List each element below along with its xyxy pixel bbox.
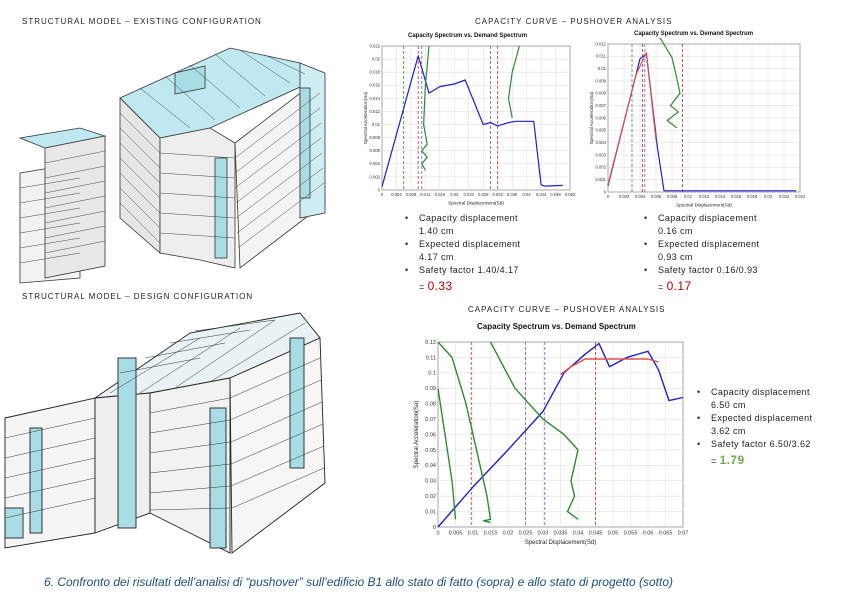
bullet-icon: • xyxy=(405,239,409,249)
y-tick-label: 0.03 xyxy=(425,478,436,485)
x-tick-label: 0.032 xyxy=(492,192,503,198)
safety-eq: = xyxy=(658,282,667,292)
y-tick-label: 0.009 xyxy=(595,78,606,84)
safety-result xyxy=(405,280,520,294)
x-tick-label: 0.02 xyxy=(763,194,773,200)
expected-label: Expected displacement xyxy=(419,239,521,249)
x-tick-label: 0.048 xyxy=(550,192,561,198)
x-tick-label: 0.03 xyxy=(537,530,549,537)
y-tick-label: 0.002 xyxy=(595,164,606,170)
capacity-label: Capacity displacement xyxy=(711,387,810,397)
x-tick-label: 0.045 xyxy=(588,530,603,537)
existing-curve-heading: CAPACITY CURVE – PUSHOVER ANALYSIS xyxy=(475,17,673,26)
safety-eq: = xyxy=(711,456,720,466)
y-tick-label: 0.004 xyxy=(595,140,606,146)
x-axis-label: Spectral Displacement(Sd) xyxy=(448,200,504,206)
y-tick-label: 0 xyxy=(432,524,436,531)
x-tick-label: 0.065 xyxy=(658,530,673,537)
x-tick-label: 0.05 xyxy=(607,530,619,537)
x-tick-label: 0.01 xyxy=(467,530,479,537)
figure-caption: 6. Confronto dei risultati dell’analisi di “pushover” sull’edificio B1 allo stato di fatto (sopra) e allo stato di progetto (sotto) xyxy=(44,575,673,589)
expected-row xyxy=(697,412,812,425)
y-tick-label: 0.006 xyxy=(595,115,606,121)
capacity-row xyxy=(405,212,520,225)
x-tick-label: 0.036 xyxy=(506,192,518,198)
design-model-drawing xyxy=(0,298,335,556)
expected-value: 0.93 cm xyxy=(658,252,693,262)
y-axis-label: Spectral Acceleration(Sa) xyxy=(588,91,594,145)
y-tick-label: 0.01 xyxy=(371,121,380,127)
chart3-title: Capacity Spectrum vs. Demand Spectrum xyxy=(477,322,636,331)
chart1-plot xyxy=(354,40,574,212)
y-tick-label: 0.01 xyxy=(597,66,606,72)
expected-label: Expected displacement xyxy=(658,239,760,249)
x-tick-label: 0.008 xyxy=(666,194,678,200)
x-tick-label: 0.06 xyxy=(642,530,654,537)
y-tick-label: 0.04 xyxy=(425,463,436,470)
x-tick-label: 0.014 xyxy=(714,194,726,200)
safety-result xyxy=(644,280,759,294)
y-tick-label: 0.007 xyxy=(595,103,606,109)
safety-row xyxy=(644,264,759,277)
bullet-icon: • xyxy=(405,213,409,223)
safety-label: Safety factor 1.40/4.17 xyxy=(419,265,519,275)
x-tick-label: 0.004 xyxy=(391,192,402,198)
chart2-plot xyxy=(586,38,806,210)
x-tick-label: 0.016 xyxy=(434,192,446,198)
chart1-title: Capacity Spectrum vs. Demand Spectrum xyxy=(408,33,528,39)
safety-row xyxy=(405,264,520,277)
x-tick-label: 0.052 xyxy=(564,192,576,198)
bullet-icon: • xyxy=(697,387,701,397)
y-tick-label: 0.02 xyxy=(371,56,380,62)
y-tick-label: 0.004 xyxy=(369,161,380,167)
x-tick-label: 0.025 xyxy=(518,530,533,537)
x-tick-label: 0.055 xyxy=(623,530,638,537)
x-tick-label: 0.008 xyxy=(405,192,417,198)
x-tick-label: 0.01 xyxy=(683,194,693,200)
bullet-icon: • xyxy=(644,213,648,223)
y-tick-label: 0.01 xyxy=(425,509,436,516)
x-tick-label: 0.012 xyxy=(698,194,710,200)
x-tick-label: 0.04 xyxy=(572,530,584,537)
y-tick-label: 0.05 xyxy=(425,447,436,454)
safety-result xyxy=(697,454,812,468)
y-axis-label: Spectral Acceleration(Sa) xyxy=(362,91,368,145)
x-tick-label: 0.018 xyxy=(746,194,758,200)
x-tick-label: 0.04 xyxy=(522,192,531,198)
existing-model-drawing xyxy=(0,28,335,270)
x-tick-label: 0.024 xyxy=(794,194,806,200)
x-tick-label: 0 xyxy=(380,192,384,198)
safety-value: 0.17 xyxy=(666,279,692,293)
y-tick-label: 0 xyxy=(377,187,380,193)
y-tick-label: 0.016 xyxy=(369,82,380,88)
y-tick-label: 0.08 xyxy=(425,401,436,408)
safety-row xyxy=(697,438,812,451)
y-tick-label: 0.008 xyxy=(369,135,380,141)
safety-value: 1.79 xyxy=(719,453,745,467)
expected-value: 3.62 cm xyxy=(711,426,746,436)
x-tick-label: 0.015 xyxy=(483,530,498,537)
y-tick-label: 0.018 xyxy=(369,69,380,75)
x-tick-label: 0.035 xyxy=(553,530,568,537)
y-tick-label: 0.011 xyxy=(595,53,606,59)
expected-row xyxy=(405,238,520,251)
chart2-title: Capacity Spectrum vs. Demand Spectrum xyxy=(634,31,754,37)
y-tick-label: 0.002 xyxy=(369,174,380,180)
bullet-icon: • xyxy=(644,239,648,249)
x-tick-label: 0 xyxy=(436,530,440,537)
y-tick-label: 0.07 xyxy=(425,416,436,423)
x-tick-label: 0.012 xyxy=(420,192,431,198)
y-tick-label: 0.005 xyxy=(595,127,606,133)
x-axis-label: Spectral Displacement(Sd) xyxy=(524,540,597,546)
x-tick-label: 0.005 xyxy=(448,530,463,537)
y-tick-label: 0 xyxy=(603,189,606,195)
x-tick-label: 0.024 xyxy=(463,192,475,198)
capacity-value: 6.50 cm xyxy=(711,400,746,410)
x-tick-label: 0 xyxy=(606,194,610,200)
capacity-value: 1.40 cm xyxy=(419,226,454,236)
y-tick-label: 0.02 xyxy=(425,494,436,500)
capacity-label: Capacity displacement xyxy=(658,213,757,223)
y-tick-label: 0.001 xyxy=(595,177,606,183)
capacity-row xyxy=(697,386,812,399)
design-curve-heading: CAPACITY CURVE – PUSHOVER ANALYSIS xyxy=(468,305,666,314)
results-existing-2 xyxy=(644,212,759,294)
x-axis-label: Spectral Displacement(Sd) xyxy=(676,202,732,208)
bullet-icon: • xyxy=(697,413,701,423)
y-tick-label: 0.09 xyxy=(425,386,436,393)
results-design xyxy=(697,386,812,468)
y-tick-label: 0.06 xyxy=(425,432,436,439)
y-tick-label: 0.008 xyxy=(595,90,606,96)
y-tick-label: 0.012 xyxy=(595,41,606,47)
y-tick-label: 0.012 xyxy=(369,108,380,114)
expected-label: Expected displacement xyxy=(711,413,813,423)
y-tick-label: 0.014 xyxy=(369,95,380,101)
y-tick-label: 0.022 xyxy=(369,43,380,49)
bullet-icon: • xyxy=(644,265,648,275)
x-tick-label: 0.022 xyxy=(778,194,790,200)
x-tick-label: 0.044 xyxy=(535,192,547,198)
chart3-plot xyxy=(405,334,690,558)
expected-value: 4.17 cm xyxy=(419,252,454,262)
capacity-value: 0.16 cm xyxy=(658,226,693,236)
x-tick-label: 0.016 xyxy=(730,194,742,200)
y-tick-label: 0.11 xyxy=(425,355,436,362)
y-tick-label: 0.003 xyxy=(595,152,606,158)
safety-value: 0.33 xyxy=(427,279,453,293)
existing-model-heading: STRUCTURAL MODEL – EXISTING CONFIGURATION xyxy=(22,17,262,26)
plot-area xyxy=(382,46,570,190)
safety-label: Safety factor 6.50/3.62 xyxy=(711,439,811,449)
safety-label: Safety factor 0.16/0.93 xyxy=(658,265,758,275)
x-tick-label: 0.004 xyxy=(634,194,646,200)
x-tick-label: 0.028 xyxy=(477,192,489,198)
x-tick-label: 0.02 xyxy=(502,530,514,537)
y-tick-label: 0.12 xyxy=(425,339,436,346)
x-tick-label: 0.02 xyxy=(450,192,459,198)
y-tick-label: 0.006 xyxy=(369,148,380,154)
design-model-heading: STRUCTURAL MODEL – DESIGN CONFIGURATION xyxy=(22,292,254,301)
bullet-icon: • xyxy=(697,439,701,449)
capacity-label: Capacity displacement xyxy=(419,213,518,223)
bullet-icon: • xyxy=(405,265,409,275)
expected-row xyxy=(644,238,759,251)
x-tick-label: 0.07 xyxy=(677,530,689,537)
x-tick-label: 0.002 xyxy=(618,194,630,200)
safety-eq: = xyxy=(419,282,428,292)
capacity-row xyxy=(644,212,759,225)
y-tick-label: 0.1 xyxy=(428,370,436,377)
results-existing-1 xyxy=(405,212,520,294)
x-tick-label: 0.006 xyxy=(650,194,662,200)
y-axis-label: Spectral Acceleration(Sa) xyxy=(414,400,421,469)
